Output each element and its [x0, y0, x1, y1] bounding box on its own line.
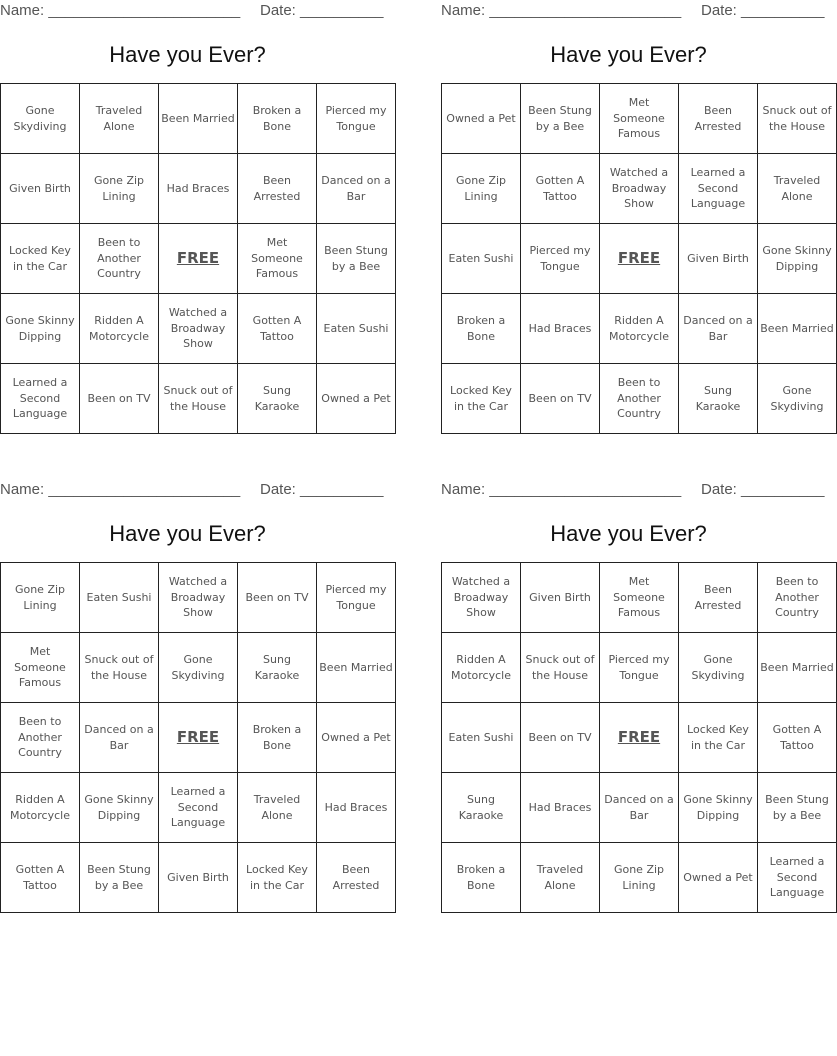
free-space: FREE	[600, 703, 679, 773]
bingo-cell: Given Birth	[521, 563, 600, 633]
bingo-cell: Danced on a Bar	[80, 703, 159, 773]
bingo-card	[441, 0, 834, 460]
bingo-cell: Been on TV	[238, 563, 317, 633]
bingo-grid	[441, 562, 837, 913]
bingo-cell: Broken a Bone	[442, 294, 521, 364]
bingo-cell: Ridden A Motorcycle	[442, 633, 521, 703]
free-space: FREE	[159, 703, 238, 773]
bingo-cell: Owned a Pet	[317, 703, 396, 773]
date-field: Date: __________	[701, 481, 825, 498]
bingo-cell: Given Birth	[159, 843, 238, 913]
bingo-cell: Learned a Second Language	[758, 843, 837, 913]
bingo-row	[1, 563, 396, 633]
bingo-cell: Been on TV	[521, 364, 600, 434]
bingo-cell: Danced on a Bar	[317, 154, 396, 224]
bingo-cell: Broken a Bone	[238, 703, 317, 773]
bingo-cell: Been Married	[758, 294, 837, 364]
bingo-row	[1, 703, 396, 773]
bingo-cell: Been Stung by a Bee	[317, 224, 396, 294]
card-title: Have you Ever?	[109, 42, 266, 67]
bingo-cell: Been Stung by a Bee	[521, 84, 600, 154]
bingo-row	[442, 703, 837, 773]
bingo-cell: Locked Key in the Car	[442, 364, 521, 434]
bingo-cell: Sung Karaoke	[238, 364, 317, 434]
bingo-cell: Eaten Sushi	[317, 294, 396, 364]
bingo-grid	[441, 83, 837, 434]
bingo-cell: Eaten Sushi	[442, 224, 521, 294]
bingo-cell: Been to Another Country	[1, 703, 80, 773]
card-header	[441, 479, 825, 501]
bingo-cell: Gone Zip Lining	[442, 154, 521, 224]
bingo-cell: Gone Zip Lining	[80, 154, 159, 224]
bingo-row	[442, 633, 837, 703]
bingo-card	[0, 0, 391, 460]
card-title: Have you Ever?	[550, 521, 707, 546]
bingo-row	[1, 364, 396, 434]
bingo-cell: Been to Another Country	[80, 224, 159, 294]
bingo-cell: Learned a Second Language	[679, 154, 758, 224]
bingo-cell: Gone Skydiving	[159, 633, 238, 703]
bingo-card	[441, 479, 834, 939]
bingo-cell: Broken a Bone	[238, 84, 317, 154]
bingo-row	[442, 364, 837, 434]
bingo-cell: Had Braces	[521, 294, 600, 364]
name-field: Name: _______________________	[441, 2, 682, 19]
bingo-row	[442, 84, 837, 154]
name-field: Name: _______________________	[441, 481, 682, 498]
bingo-cell: Been to Another Country	[600, 364, 679, 434]
bingo-cell: Been Married	[758, 633, 837, 703]
bingo-row	[442, 773, 837, 843]
bingo-cell: Been Stung by a Bee	[80, 843, 159, 913]
bingo-cell: Danced on a Bar	[679, 294, 758, 364]
bingo-cell: Gone Skydiving	[1, 84, 80, 154]
bingo-cell: Been Arrested	[679, 563, 758, 633]
bingo-cell: Ridden A Motorcycle	[600, 294, 679, 364]
date-field: Date: __________	[260, 481, 384, 498]
bingo-row	[1, 633, 396, 703]
bingo-cell: Had Braces	[159, 154, 238, 224]
bingo-cell: Met Someone Famous	[600, 84, 679, 154]
bingo-cell: Learned a Second Language	[159, 773, 238, 843]
bingo-cell: Locked Key in the Car	[679, 703, 758, 773]
bingo-cell: Danced on a Bar	[600, 773, 679, 843]
free-space: FREE	[159, 224, 238, 294]
date-field: Date: __________	[701, 2, 825, 19]
bingo-cell: Sung Karaoke	[679, 364, 758, 434]
bingo-cell: Given Birth	[679, 224, 758, 294]
card-header	[0, 479, 384, 501]
bingo-cell: Owned a Pet	[679, 843, 758, 913]
bingo-cell: Met Someone Famous	[1, 633, 80, 703]
bingo-cell: Ridden A Motorcycle	[80, 294, 159, 364]
card-title: Have you Ever?	[550, 42, 707, 67]
bingo-cell: Given Birth	[1, 154, 80, 224]
bingo-cell: Gone Skinny Dipping	[758, 224, 837, 294]
bingo-cell: Broken a Bone	[442, 843, 521, 913]
bingo-cell: Watched a Broadway Show	[159, 563, 238, 633]
bingo-cell: Snuck out of the House	[758, 84, 837, 154]
bingo-cell: Been on TV	[521, 703, 600, 773]
bingo-cell: Gone Zip Lining	[1, 563, 80, 633]
bingo-cell: Watched a Broadway Show	[442, 563, 521, 633]
bingo-cell: Traveled Alone	[238, 773, 317, 843]
bingo-cell: Owned a Pet	[317, 364, 396, 434]
bingo-cell: Traveled Alone	[80, 84, 159, 154]
bingo-row	[442, 294, 837, 364]
card-title: Have you Ever?	[109, 521, 266, 546]
free-space: FREE	[600, 224, 679, 294]
bingo-cell: Gone Skinny Dipping	[679, 773, 758, 843]
bingo-cell: Been Arrested	[317, 843, 396, 913]
bingo-cell: Ridden A Motorcycle	[1, 773, 80, 843]
card-header	[0, 0, 384, 22]
bingo-cell: Gone Skydiving	[758, 364, 837, 434]
bingo-cell: Been Stung by a Bee	[758, 773, 837, 843]
bingo-cell: Gone Skydiving	[679, 633, 758, 703]
bingo-cell: Pierced my Tongue	[317, 563, 396, 633]
bingo-row	[1, 843, 396, 913]
bingo-cell: Eaten Sushi	[80, 563, 159, 633]
date-field: Date: __________	[260, 2, 384, 19]
bingo-cell: Been to Another Country	[758, 563, 837, 633]
bingo-cell: Traveled Alone	[521, 843, 600, 913]
bingo-cell: Been Married	[317, 633, 396, 703]
bingo-row	[442, 224, 837, 294]
bingo-cell: Snuck out of the House	[521, 633, 600, 703]
bingo-grid	[0, 562, 396, 913]
bingo-row	[1, 294, 396, 364]
name-field: Name: _______________________	[0, 2, 241, 19]
bingo-cell: Gotten A Tattoo	[521, 154, 600, 224]
bingo-card	[0, 479, 393, 939]
bingo-cell: Gone Skinny Dipping	[1, 294, 80, 364]
bingo-cell: Locked Key in the Car	[238, 843, 317, 913]
bingo-row	[442, 154, 837, 224]
bingo-cell: Snuck out of the House	[159, 364, 238, 434]
bingo-cell: Traveled Alone	[758, 154, 837, 224]
bingo-cell: Gotten A Tattoo	[238, 294, 317, 364]
bingo-cell: Pierced my Tongue	[600, 633, 679, 703]
name-field: Name: _______________________	[0, 481, 241, 498]
bingo-cell: Watched a Broadway Show	[600, 154, 679, 224]
bingo-cell: Snuck out of the House	[80, 633, 159, 703]
bingo-cell: Pierced my Tongue	[521, 224, 600, 294]
bingo-cell: Gone Zip Lining	[600, 843, 679, 913]
card-header	[441, 0, 825, 22]
bingo-cell: Been on TV	[80, 364, 159, 434]
bingo-row	[442, 563, 837, 633]
bingo-row	[1, 224, 396, 294]
bingo-cell: Sung Karaoke	[238, 633, 317, 703]
bingo-cell: Gotten A Tattoo	[758, 703, 837, 773]
bingo-cell: Met Someone Famous	[600, 563, 679, 633]
bingo-cell: Sung Karaoke	[442, 773, 521, 843]
bingo-row	[1, 154, 396, 224]
bingo-cell: Gone Skinny Dipping	[80, 773, 159, 843]
bingo-row	[1, 773, 396, 843]
bingo-cell: Pierced my Tongue	[317, 84, 396, 154]
bingo-row	[442, 843, 837, 913]
bingo-cell: Locked Key in the Car	[1, 224, 80, 294]
bingo-cell: Met Someone Famous	[238, 224, 317, 294]
bingo-cell: Had Braces	[521, 773, 600, 843]
bingo-cell: Watched a Broadway Show	[159, 294, 238, 364]
bingo-row	[1, 84, 396, 154]
bingo-cell: Been Arrested	[679, 84, 758, 154]
bingo-cell: Learned a Second Language	[1, 364, 80, 434]
bingo-cell: Eaten Sushi	[442, 703, 521, 773]
bingo-cell: Owned a Pet	[442, 84, 521, 154]
bingo-cell: Had Braces	[317, 773, 396, 843]
bingo-cell: Been Married	[159, 84, 238, 154]
bingo-cell: Been Arrested	[238, 154, 317, 224]
bingo-grid	[0, 83, 396, 434]
bingo-cell: Gotten A Tattoo	[1, 843, 80, 913]
